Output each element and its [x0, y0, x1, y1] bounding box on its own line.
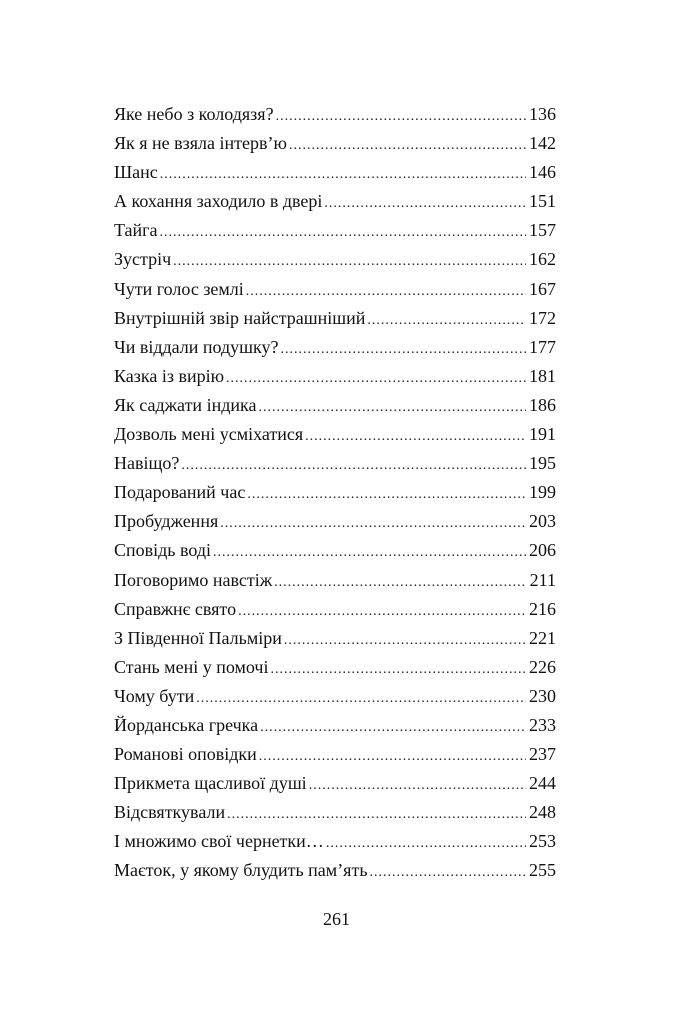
toc-entry-title: Чути голос землі [114, 278, 244, 299]
toc-entry-title: З Південної Пальміри [114, 627, 282, 648]
toc-entry-page: 186 [529, 394, 556, 415]
toc-entry-title: Стань мені у помочі [114, 656, 269, 677]
toc-entry-title: Як я не взяла інтерв’ю [114, 133, 287, 154]
toc-entry [114, 624, 556, 653]
toc-entry [114, 245, 556, 274]
toc-entry-page: 211 [529, 569, 556, 590]
toc-entry-title: Сповідь воді [114, 540, 212, 561]
toc-entry [114, 653, 556, 682]
toc-entry [114, 216, 556, 245]
toc-entry-title: Прикмета щасливої душі [114, 773, 307, 794]
toc-entry [114, 769, 556, 798]
toc-entry-page: 221 [529, 627, 556, 648]
toc-leader-dots [247, 480, 526, 509]
toc-entry-title: А кохання заходило в двері [114, 191, 323, 212]
toc-leader-dots [367, 306, 526, 335]
toc-entry-page: 181 [529, 365, 556, 386]
toc-entry [114, 420, 556, 449]
toc-entry-title: Яке небо з колодязя? [114, 104, 274, 124]
toc-entry-title: Чому бути [114, 685, 195, 706]
toc-leader-dots [220, 509, 526, 538]
toc-entry-title: Відсвяткували [114, 802, 226, 823]
toc-leader-dots [309, 771, 526, 800]
toc-entry-title: Навіщо? [114, 453, 180, 474]
toc-entry [114, 362, 556, 391]
toc-leader-dots [227, 800, 526, 829]
toc-entry-page: 157 [529, 220, 556, 241]
toc-entry [114, 129, 556, 158]
toc-entry [114, 827, 556, 856]
toc-entry-page: 233 [529, 714, 556, 735]
toc-entry-page: 248 [529, 802, 556, 823]
toc-leader-dots [246, 277, 526, 306]
toc-leader-dots [181, 451, 526, 480]
toc-entry [114, 507, 556, 536]
toc-leader-dots [324, 189, 526, 218]
toc-leader-dots [274, 568, 527, 597]
toc-leader-dots [213, 538, 526, 567]
toc-entry-title: Маєток, у якому блудить пам’ять [114, 860, 368, 881]
toc-entry-title: Зустріч [114, 249, 172, 270]
toc-entry-page: 237 [529, 744, 556, 765]
toc-entry [114, 798, 556, 827]
toc-entry [114, 187, 556, 216]
toc-entry [114, 391, 556, 420]
toc-entry [114, 275, 556, 304]
toc-entry-title: Тайга [114, 220, 158, 241]
toc-leader-dots [173, 247, 526, 276]
toc-entry-page: 136 [529, 104, 556, 124]
toc-entry [114, 595, 556, 624]
toc-leader-dots [259, 742, 526, 771]
toc-entry-page: 230 [529, 685, 556, 706]
toc-entry-page: 167 [529, 278, 556, 299]
toc-entry-title: Поговоримо навстіж [114, 569, 273, 590]
toc-leader-dots [160, 160, 526, 189]
toc-entry [114, 158, 556, 187]
toc-entry-page: 195 [529, 453, 556, 474]
toc-entry-page: 216 [529, 598, 556, 619]
toc-leader-dots [260, 713, 526, 742]
toc-entry-page: 162 [529, 249, 556, 270]
toc-entry-page: 142 [529, 133, 556, 154]
page-number: 261 [323, 909, 350, 929]
toc-entry-title: Подарований час [114, 482, 246, 503]
toc-leader-dots [270, 655, 526, 684]
toc-entry [114, 566, 556, 595]
toc-entry [114, 304, 556, 333]
toc-entry [114, 682, 556, 711]
toc-entry-page: 199 [529, 482, 556, 503]
toc-leader-dots [160, 218, 526, 247]
toc-entry-page: 172 [529, 307, 556, 328]
toc-entry-title: Внутрішній звір найстрашніший [114, 307, 366, 328]
toc-entry-title: Чи віддали подушку? [114, 336, 279, 357]
toc-leader-dots [258, 393, 526, 422]
toc-entry [114, 711, 556, 740]
toc-entry-page: 177 [529, 336, 556, 357]
toc-entry-title: Справжнє свято [114, 598, 237, 619]
toc-entry-page: 255 [529, 860, 556, 881]
toc-leader-dots [226, 364, 526, 393]
toc-entry [114, 100, 556, 129]
toc-leader-dots [238, 597, 526, 626]
toc-leader-dots [281, 335, 526, 364]
toc-leader-dots [284, 626, 526, 655]
toc-entry-title: І множимо свої чернетки… [114, 831, 324, 852]
toc-entry-page: 226 [529, 656, 556, 677]
toc-entry-title: Йорданська гречка [114, 714, 259, 735]
toc-entry [114, 856, 556, 885]
toc-entry-page: 151 [529, 191, 556, 212]
toc-entry-title: Пробудження [114, 511, 219, 532]
toc-entry-title: Шанс [114, 162, 158, 183]
toc-entry-page: 253 [529, 831, 556, 852]
toc-entry [114, 536, 556, 565]
toc-leader-dots [326, 829, 526, 858]
toc-entry-page: 146 [529, 162, 556, 183]
toc-leader-dots [305, 422, 526, 451]
toc-entry-page: 244 [529, 773, 556, 794]
toc-entry [114, 478, 556, 507]
toc-entry-title: Романові оповідки [114, 744, 257, 765]
toc-entry [114, 449, 556, 478]
toc-entry-page: 203 [529, 511, 556, 532]
table-of-contents [114, 100, 556, 886]
toc-entry-title: Як саджати індика [114, 394, 257, 415]
toc-leader-dots [370, 858, 526, 887]
toc-entry-page: 206 [529, 540, 556, 561]
toc-leader-dots [276, 102, 526, 131]
toc-entry [114, 740, 556, 769]
toc-entry-title: Казка із вирію [114, 365, 225, 386]
toc-leader-dots [289, 131, 526, 160]
toc-entry [114, 333, 556, 362]
toc-entry-page: 191 [529, 424, 556, 445]
toc-entry-title: Дозволь мені усміхатися [114, 424, 304, 445]
toc-leader-dots [196, 684, 526, 713]
